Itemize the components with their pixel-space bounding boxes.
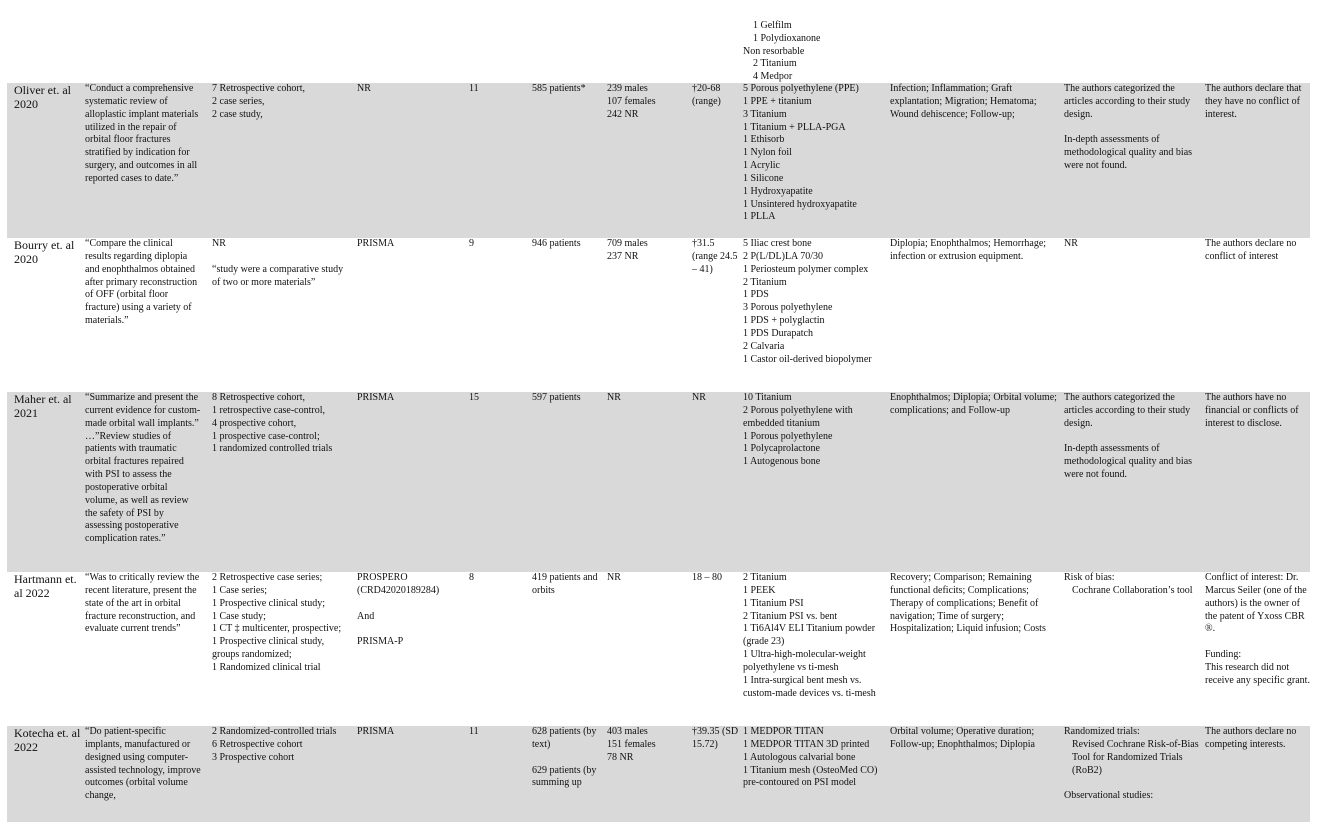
table-row (7, 83, 1310, 238)
materials-cell (743, 238, 885, 366)
cell-line: 709 males (607, 238, 648, 249)
cell-line: PROSPERO (CRD42020189284) (357, 572, 440, 596)
cell-line: 2 Porous polyethylene with embedded titanium (743, 404, 853, 429)
cell-line: 11 (469, 726, 479, 737)
author-cell: Bourry et. al 2020 (14, 238, 75, 266)
cell-line: 6 Retrospective cohort (212, 738, 303, 750)
cell-line: Randomized trials: (1064, 726, 1140, 737)
cell-spacer (1064, 777, 1200, 790)
aim-cell (85, 726, 201, 803)
cell-line: Cochrane Collaboration’s tool (1072, 584, 1193, 596)
cell-line: In-depth assessments of methodological quality and bias were not found. (1064, 134, 1193, 172)
cell-line: 107 females (607, 95, 656, 107)
materials-cell (743, 726, 885, 790)
cell-line: 3 Titanium (743, 108, 787, 120)
cell-line: Diplopia; Enophthalmos; Hemorrhage; infection or extrusion equipment. (890, 238, 1047, 262)
study-design-cell (212, 726, 350, 765)
cell-line: 1 Periosteum polymer complex (743, 263, 869, 275)
cell-line: 3 Prospective cohort (212, 751, 295, 763)
carryover-materials-cell (743, 20, 821, 84)
cell-line: The authors declare that they have no conflict of interest. (1205, 83, 1302, 120)
cell-line: And (357, 610, 375, 622)
cell-line: The authors declare no conflict of interest (1205, 238, 1297, 262)
cell-line: †39.35 (SD 15.72) (692, 726, 739, 750)
study-design-cell (212, 392, 350, 456)
cell-spacer (357, 623, 465, 636)
cell-line: 3 Porous polyethylene (743, 302, 833, 314)
patient-count-cell (532, 572, 602, 598)
cell-line: Enophthalmos; Diplopia; Orbital volume; complications; and Follow-up (890, 392, 1057, 416)
cell-line: “study were a comparative study of two or more materials” (212, 263, 344, 288)
cell-line: 1 Ultra-high-molecular-weight polyethylene vs ti-mesh (743, 649, 866, 673)
cell-line: “Do patient-specific implants, manufactured or designed using computer-assisted technology, improve outcomes (orbital volume change, (85, 726, 201, 802)
cell-line: “Was to critically review the recent literature, present the state of the art in orbital fracture reconstruction, and evaluate current trends” (85, 572, 200, 635)
study-count-cell (469, 83, 527, 96)
cell-line: 78 NR (607, 751, 634, 763)
cell-line: 1 Titanium PSI (743, 597, 804, 609)
age-cell (692, 572, 742, 585)
cell-line: 4 prospective cohort, (212, 417, 297, 429)
cell-line: 18 – 80 (692, 572, 722, 583)
cell-line: 1 MEDPOR TITAN (743, 726, 824, 737)
cell-line: PRISMA-P (357, 636, 404, 648)
protocol-cell (357, 726, 465, 739)
cell-line: 2 case study, (212, 108, 263, 120)
materials-cell (743, 83, 885, 224)
cell-line: “Conduct a comprehensive systematic review of alloplastic implant materials utilized in the repair of orbital floor fractures stratified by indication for surgery, and outcomes in all reported cases to date.” (85, 83, 199, 184)
author-cell: Kotecha et. al 2022 (14, 726, 81, 754)
cell-line: 2 Retrospective case series; (212, 572, 323, 583)
cell-line: “Summarize and present the current evidence for custom-made orbital wall implants.” …”Review studies of patients with traumatic orbital fractures repaired with PSI to assess the postoperative orbital volume, as well as review the safety of PSI by assessing postoperative complication rates.” (85, 392, 201, 545)
sex-distribution-cell (607, 726, 687, 765)
study-count-cell (469, 238, 527, 251)
cell-line: 2 Titanium PSI vs. bent (743, 610, 838, 622)
aim-cell (85, 392, 201, 546)
cell-line: 8 (469, 572, 474, 583)
conflict-of-interest-cell (1205, 726, 1310, 752)
cell-line: NR (1064, 238, 1078, 249)
cell-spacer (1064, 122, 1200, 135)
sex-distribution-cell (607, 238, 687, 264)
aim-cell (85, 83, 201, 186)
cell-line: 2 case series, (212, 95, 265, 107)
cell-line: PRISMA (357, 726, 395, 737)
author-cell: Oliver et. al 2020 (14, 83, 71, 111)
cell-line: NR (607, 392, 621, 403)
patient-count-cell (532, 83, 602, 96)
cell-line: The authors have no financial or conflicts of interest to disclose. (1205, 392, 1299, 429)
author-cell: Hartmann et. al 2022 (14, 572, 77, 600)
cell-line: 1 Randomized clinical trial (212, 661, 321, 673)
cell-line: Funding: (1205, 649, 1242, 661)
cell-line: Risk of bias: (1064, 572, 1115, 583)
cell-line: 1 MEDPOR TITAN 3D printed (743, 738, 870, 750)
cell-line: 151 females (607, 738, 656, 750)
cell-spacer (212, 251, 350, 264)
conflict-of-interest-cell (1205, 238, 1310, 264)
cell-line: 9 (469, 238, 474, 249)
cell-line: 419 patients and orbits (532, 572, 598, 596)
cell-spacer (357, 598, 465, 611)
cell-line: 1 Titanium + PLLA-PGA (743, 121, 846, 133)
aim-cell (85, 238, 201, 328)
cell-line: NR (607, 572, 621, 583)
cell-line: 1 PDS (743, 289, 769, 301)
cell-line: 7 Retrospective cohort, (212, 83, 306, 94)
age-cell (692, 83, 742, 109)
conflict-of-interest-cell (1205, 83, 1310, 122)
cell-line: 403 males (607, 726, 648, 737)
cell-line: 1 PDS Durapatch (743, 327, 813, 339)
study-count-cell (469, 392, 527, 405)
sex-distribution-cell (607, 392, 687, 405)
table-row (7, 726, 1310, 822)
author-cell: Maher et. al 2021 (14, 392, 72, 420)
cell-line: 10 Titanium (743, 392, 792, 403)
cell-line: This research did not receive any specific grant. (1205, 661, 1310, 686)
cell-line: 1 Titanium mesh (OsteoMed CO) pre-contoured on PSI model (743, 764, 878, 789)
study-count-cell (469, 572, 527, 585)
cell-line: PRISMA (357, 392, 395, 403)
outcomes-cell (890, 392, 1058, 418)
patient-count-cell (532, 726, 602, 790)
protocol-cell (357, 83, 465, 96)
cell-line: 2 Titanium (743, 276, 787, 288)
aim-cell (85, 572, 201, 636)
cell-line: Orbital volume; Operative duration; Follow-up; Enophthalmos; Diplopia (890, 726, 1035, 750)
cell-spacer (532, 752, 602, 765)
cell-line: Observational studies: (1064, 790, 1154, 802)
cell-line: 597 patients (532, 392, 581, 403)
cell-line: 1 PEEK (743, 584, 776, 596)
study-count-cell (469, 726, 527, 739)
cell-line: 5 Porous polyethylene (PPE) (743, 83, 859, 94)
cell-line: 2 Calvaria (743, 340, 785, 352)
cell-line: NR (212, 238, 226, 249)
cell-line: NR (357, 83, 371, 94)
cell-line: 11 (469, 83, 479, 94)
cell-line: 1 Silicone (743, 172, 784, 184)
cell-spacer (1205, 636, 1310, 649)
cell-line: 1 Acrylic (743, 160, 780, 172)
cell-line: 1 randomized controlled trials (212, 443, 333, 455)
carryover-line: 1 Polydioxanone (753, 32, 821, 44)
cell-line: 629 patients (by summing up (532, 764, 597, 789)
cell-line: 1 PDS + polyglactin (743, 315, 825, 327)
cell-line: 1 Prospective clinical study, groups randomized; (212, 636, 325, 661)
cell-line: 1 Nylon foil (743, 147, 792, 159)
table-row (7, 572, 1310, 726)
cell-line: 1 prospective case-control; (212, 430, 320, 442)
cell-line: 585 patients* (532, 83, 586, 94)
study-design-cell (212, 572, 350, 675)
study-design-cell (212, 238, 350, 289)
cell-line: “Compare the clinical results regarding diplopia and enophthalmos obtained after primary reconstruction of OFF (orbital floor fracture) using a variety of materials.” (85, 238, 198, 327)
outcomes-cell (890, 238, 1058, 264)
cell-line: 1 Polycaprolactone (743, 443, 820, 455)
quality-assessment-cell (1064, 392, 1200, 482)
cell-line: The authors categorized the articles according to their study design. (1064, 392, 1191, 429)
cell-line: 1 retrospective case-control, (212, 404, 326, 416)
study-design-cell (212, 83, 350, 122)
cell-line: 1 PPE + titanium (743, 95, 812, 107)
materials-cell (743, 392, 885, 469)
cell-line: 2 P(L/DL)LA 70/30 (743, 250, 823, 262)
cell-line: PRISMA (357, 238, 395, 249)
age-cell (692, 238, 742, 277)
cell-line: Revised Cochrane Risk-of-Bias Tool for Randomized Trials (RoB2) (1072, 738, 1199, 776)
cell-line: †31.5 (range 24.5 – 41) (692, 238, 738, 275)
quality-assessment-cell (1064, 572, 1200, 598)
cell-line: Infection; Inflammation; Graft explantation; Migration; Hematoma; Wound dehiscence; Follow-up; (890, 83, 1037, 120)
cell-line: 8 Retrospective cohort, (212, 392, 306, 403)
cell-line: 242 NR (607, 108, 639, 120)
protocol-cell (357, 392, 465, 405)
cell-line: 1 Prospective clinical study; (212, 597, 326, 609)
protocol-cell (357, 238, 465, 251)
cell-line: In-depth assessments of methodological quality and bias were not found. (1064, 443, 1193, 481)
quality-assessment-cell (1064, 238, 1200, 251)
materials-cell (743, 572, 885, 700)
cell-line: 15 (469, 392, 479, 403)
cell-line: 1 Autogenous bone (743, 456, 821, 468)
cell-line: 1 Intra-surgical bent mesh vs. custom-made devices vs. ti-mesh (743, 674, 876, 699)
cell-line: 1 Castor oil-derived biopolymer (743, 353, 872, 365)
age-cell (692, 726, 742, 752)
carryover-line: 2 Titanium (753, 58, 797, 70)
age-cell (692, 392, 742, 405)
cell-line: 628 patients (by text) (532, 726, 597, 750)
cell-line: †20-68 (range) (692, 83, 721, 107)
carryover-line: 1 Gelfilm (753, 20, 792, 31)
sex-distribution-cell (607, 572, 687, 585)
conflict-of-interest-cell (1205, 572, 1310, 688)
table-row (7, 392, 1310, 572)
cell-line: 1 Ethisorb (743, 134, 785, 146)
carryover-line: Non resorbable (743, 45, 805, 57)
cell-line: The authors declare no competing interests. (1205, 726, 1297, 750)
cell-line: Recovery; Comparison; Remaining functional deficits; Complications; Therapy of complications; Benefit of navigation; Time of surgery; Hospitalization; Liquid infusion; Costs (890, 572, 1046, 635)
cell-line: 2 Titanium (743, 572, 787, 583)
cell-line: 946 patients (532, 238, 581, 249)
cell-line: 1 Hydroxyapatite (743, 185, 813, 197)
cell-line: 1 Porous polyethylene (743, 430, 833, 442)
cell-line: 1 Ti6Al4V ELI Titanium powder (grade 23) (743, 623, 876, 648)
cell-line: 1 Case series; (212, 584, 267, 596)
cell-line: NR (692, 392, 706, 403)
protocol-cell (357, 572, 465, 649)
cell-line: 1 CT ‡ multicenter, prospective; (212, 623, 342, 635)
patient-count-cell (532, 392, 602, 405)
cell-line: Conflict of interest: Dr. Marcus Seiler (one of the authors) is the owner of the patent of Yxoss CBR ®. (1205, 572, 1307, 635)
quality-assessment-cell (1064, 83, 1200, 173)
cell-line: 237 NR (607, 250, 639, 262)
cell-line: 2 Randomized-controlled trials (212, 726, 337, 737)
cell-line: 1 Autologous calvarial bone (743, 751, 856, 763)
conflict-of-interest-cell (1205, 392, 1310, 431)
cell-line: 1 PLLA (743, 211, 776, 223)
cell-line: 239 males (607, 83, 648, 94)
outcomes-cell (890, 572, 1058, 636)
outcomes-cell (890, 83, 1058, 122)
sex-distribution-cell (607, 83, 687, 122)
quality-assessment-cell (1064, 726, 1200, 803)
cell-line: 1 Unsintered hydroxyapatite (743, 198, 857, 210)
cell-line: 1 Case study; (212, 610, 266, 622)
patient-count-cell (532, 238, 602, 251)
table-row (7, 238, 1310, 392)
cell-spacer (1064, 431, 1200, 444)
outcomes-cell (890, 726, 1058, 752)
carryover-line: 4 Medpor (753, 71, 793, 83)
cell-line: The authors categorized the articles according to their study design. (1064, 83, 1191, 120)
cell-line: 5 Iliac crest bone (743, 238, 812, 249)
